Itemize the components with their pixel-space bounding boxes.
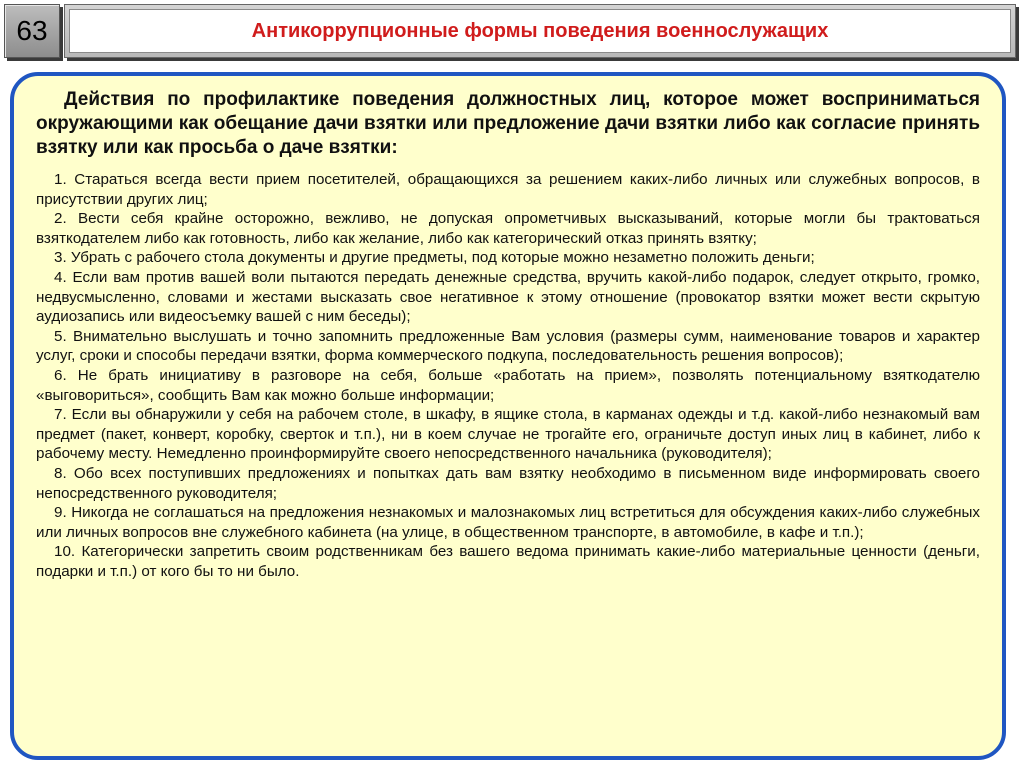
list-item: 5. Внимательно выслушать и точно запомнить предложенные Вам условия (размеры сумм, наименование товаров и характер услуг, сроки и способы передачи взятки, форма коммерческого подкупа, последовательность решения вопросов); bbox=[36, 327, 980, 365]
list-item: 3. Убрать с рабочего стола документы и другие предметы, под которые можно незаметно положить деньги; bbox=[54, 249, 815, 267]
list-item: 8. Обо всех поступивших предложениях и попытках дать вам взятку необходимо в письменном виде информировать своего непосредственного руководителя; bbox=[36, 464, 980, 502]
list-item: 1. Стараться всегда вести прием посетителей, обращающихся за решением каких-либо личных или служебных вопросов, в присутствии других лиц; bbox=[36, 171, 980, 208]
slide-title: Антикоррупционные формы поведения военнослужащих bbox=[69, 9, 1011, 53]
list-item: 2. Вести себя крайне осторожно, вежливо, не допуская опрометчивых высказываний, которые могли бы трактоваться взяткодателем либо как готовность, либо как желание, либо как категорический отказ принять взятку; bbox=[36, 210, 980, 247]
list-item: 10. Категорически запретить своим родственникам без вашего ведома принимать какие-либо материальные ценности (деньги, подарки и т.п.) от кого бы то ни было. bbox=[36, 543, 980, 580]
content-heading: Действия по профилактике поведения должностных лиц, которое может восприниматься окружающими как обещание дачи взятки или предложение дачи взятки либо как согласие принять взятку или как просьба о даче взятки: bbox=[36, 89, 980, 158]
list-item: 9. Никогда не соглашаться на предложения незнакомых и малознакомых лиц встретиться для обсуждения каких-либо служебных или личных вопросов вне служебного кабинета (на улице, в общественном транспорте, в автомобиле, в кафе и т.п.); bbox=[36, 504, 980, 541]
list-item: 6. Не брать инициативу в разговоре на себя, больше «работать на прием», позволять потенциальному взяткодателю «выговориться», сообщить Вам как можно больше информации; bbox=[36, 366, 980, 404]
slide-number: 63 bbox=[4, 4, 60, 58]
list-item: 4. Если вам против вашей воли пытаются передать денежные средства, вручить какой-либо подарок, следует открыто, громко, недвусмысленно, словами и жестами высказать свое негативное к этому отношение (провокатор взятки может вести скрытую аудиозапись или видеосъемку вашей с ним беседы); bbox=[36, 268, 980, 326]
list-item: 7. Если вы обнаружили у себя на рабочем столе, в шкафу, в ящике стола, в карманах одежды и т.д. какой-либо незнакомый вам предмет (пакет, конверт, коробку, сверток и т.п.), ни в коем случае не трогайте его, ограничьте доступ иных лиц в кабинет, либо к рабочему месту. Немедленно проинформируйте своего непосредственного начальника (руководителя); bbox=[36, 406, 980, 463]
title-bar bbox=[64, 4, 1016, 58]
content-box bbox=[10, 72, 1006, 760]
